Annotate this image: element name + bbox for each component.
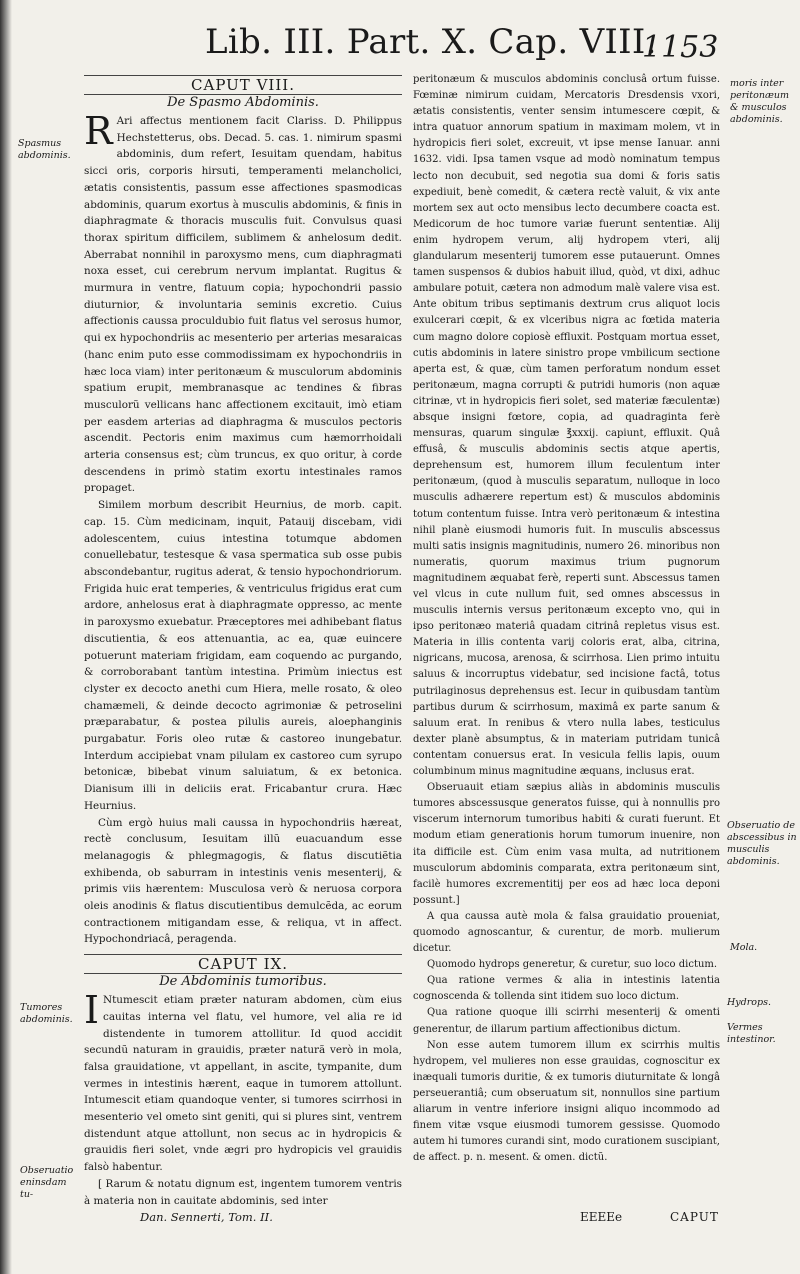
right-paragraph-2: Obseruauit etiam sæpius aliàs in abdominis musculis tumores abscessusque generatos fuisse, qui à nonnullis pro viscerum internorum tumoribus habiti & curati fuerunt. Et modum etiam generationis horum tumorum inuenire, non ita difficile est. Cùm enim vasa multa, ad nutritionem musculorum abdominis comparata, extra peritonæum sint, facilè humores excrementitij per eos ad hæc loca deponi possunt.] <box>413 782 720 906</box>
right-paragraph-5: Qua ratione vermes & alia in intestinis latentia cognoscenda & tollenda sint itidem suo loco dictum. <box>413 975 720 1003</box>
margin-note-obseruatio-abscessibus: Obseruatio de abscessibus in musculis abdominis. <box>727 820 797 867</box>
chapter8-paragraph-1: R Ari affectus mentionem facit Clariss. D. Philippus Hechstetterus, obs. Decad. 5. cas. 1. nimirum spasmi abdominis, dum refert, Iesuitam quendam, habitus sicci oris, corporis hirsuti, temperamenti melancholici, ætatis consistentis, passum esse affectiones spasmodicas abdominis, quarum exortus à musculis abdominis, & finis in diaphragmate & thoracis musculis fuit. Convulsus quasi thorax spiritum difficilem, sublimem & anhelosum dedit. Aberrabat nonnihil in paroxysmo mens, cum diaphragmati noxa esset, cui cerebrum nervum implantat. Rugitus & murmura in ventre, flatuum copia; hypochondrii passio diuturnior, & involuntaria seminis excretio. Cuius affectionis caussa proculdubio fuit flatus vel serosus humor, qui ex hypochondriis ac mesenterio per arterias mesaraicas (hanc enim puto esse commodissimam ex hypochondriis in hæc loca viam) inter peritonæum & musculorum abdominis spatium erupit, membranasque ac tendines & fibras musculorũ vellicans hanc affectionem excitauit, imò etiam per easdem arterias ad diaphragma & musculos pectoris ascendit. Pectoris enim maximus cum hæmorrhoidali arteria consensus est; cùm truncus, ex quo oritur, à corde descendens in primò statim exortu intestinales ramos propaget. <box>84 109 402 495</box>
right-paragraph-4: Quomodo hydrops generetur, & curetur, suo loco dictum. <box>427 959 718 971</box>
dropcap-r: R <box>84 109 113 153</box>
signature-mark: EEEEe <box>580 1210 623 1224</box>
margin-note-vermes: Vermes intestinor. <box>727 1022 776 1045</box>
left-column <box>84 75 402 1225</box>
chapter9-paragraph-1: I Ntumescit etiam præter naturam abdomen, cùm eius cauitas interna vel flatu, vel humore, vel alia re id distendente in tumorem attollitur. Id quod accidit secundũ naturam in grauidis, præter naturã verò in mola, falsa grauidatione, vt appellant, in ascite, tympanite, dum vermes in intestinis hærent, eaque in tumorem attollunt. Intumescit etiam quandoque venter, si tumores scirrhosi in mesenterio vel ometo sint geniti, qui si plures sint, ventrem distendunt atque attollunt, non secus ac in hydropicis & grauidis fieri solet, vnde ægri pro hydropicis vel grauidis falsò habentur. <box>84 988 402 1174</box>
chapter9-heading: CAPUT IX. <box>198 955 288 974</box>
margin-note-obseruatio-left: Obseruatio eninsdam tu- <box>20 1165 74 1200</box>
page-number: 1153 <box>642 30 719 65</box>
right-paragraph-3: A qua caussa autè mola & falsa grauidatio proueniat, quomodo agnoscantur, & curentur, de morb. mulierum dicetur. <box>413 910 720 955</box>
margin-note-moris-inter: moris inter peritonæum & musculos abdominis. <box>730 78 789 125</box>
chapter9-paragraph-2: [ Rarum & notatu dignum est, ingentem tumorem ventris à materia non in cauitate abdominis, sed inter <box>84 1177 402 1207</box>
margin-note-tumores: Tumores abdominis. <box>20 1002 73 1025</box>
chapter9-title: De Abdominis tumoribus. <box>159 974 327 990</box>
signature-line: Dan. Sennerti, Tom. II. <box>140 1210 273 1224</box>
chapter8-heading: CAPUT VIII. <box>191 76 295 94</box>
scan-shadow <box>0 0 12 1274</box>
right-paragraph-7: Non esse autem tumorem illum ex scirrhis multis hydropem, vel mulieres non esse grauidas, cognoscitur ex inæquali tumoris duritie, & ex tumoris diuturnitate & longâ perseuerantiâ; cum obseruatum sit, nonnullos sine partium aliarum in ventre inferiore insigni aliquo incommodo ad finem vitæ vsque eiusmodi tumorem gessisse. Quomodo autem hi tumores curandi sint, modo curationem suscipiant, de affect. p. n. mesent. & omen. dictũ. <box>413 1039 720 1164</box>
chapter8-title: De Spasmo Abdominis. <box>167 95 319 110</box>
right-paragraph-1: peritonæum & musculos abdominis conclusâ ortum fuisse. Fœminæ nimirum cuidam, Mercatoris Dresdensis vxori, ætatis consistentis, venter sensim intumescere cœpit, & intra quatuor annorum spatium in maximam molem, vt in hydropicis fieri solet, excreuit, vt ipse mense Ianuar. anni 1632. vidi. Ipsa tamen vsque ad modò nominatum tempus lecto non decubuit, sed negotia sua domi & foris satis expediuit, benè comedit, & cætera rectè valuit, & vix ante mortem sex aut octo mensibus lecto decumbere coacta est. Medicorum de hoc tumore variæ fuerunt sententiæ. Alij enim hydropem verum, alij hydropem vteri, alij glandularum mesenterij tumorem esse putauerunt. Omnes tamen suspensos & dubios habuit illud, quòd, vt dixi, adhuc ambulare potuit, cætera non admodum malè valere visa est. Ante obitum tribus septimanis dextrum crus aliquot locis exulcerari cœpit, & ex vlceribus nigra ac fœtida materia cum magno dolore copiosè effluxit. Postquam mortua esset, cutis abdominis in latere sinistro prope vmbilicum sectione aperta est, & quæ, cùm tamen perforatum nondum esset peritonæum, magna corrupti & putridi humoris (non aquæ citrinæ, vt in hydropicis fieri solet, sed materiæ fæculentæ) absque insigni fœtore, copia, ad quadraginta ferè mensuras, quarum singulæ ℥xxxij. capiunt, effluxit. Quâ effusâ, & musculis abdominis sectis atque apertis, deprehensum est, humorem illum feculentum inter peritonæum, (quod à musculis separatum, nulloque in loco musculis adhærere repertum est) & musculos abdominis totum contentum fuisse. Intra verò peritonæum & intestina nihil planè eiusmodi humoris fuit. In musculis abscessus multi satis insignis magnitudinis, numero 26. minoribus non numeratis, quorum maximus trium pugnorum magnitudinem æquabat ferè, reperti sunt. Abscessus tamen vel vlcus in cute nullum fuit, sed omnes abscessus in musculis internis versus peritonæum excepto vno, qui in ipso peritonæo materiâ quadam citrinâ repletus visus est. Materia in illis contenta varij coloris erat, alba, citrina, nigricans, mucosa, arenosa, & scirrhosa. Lien primo intuitu saluus & incorruptus videbatur, sed incisione factâ, totus putrilaginosus deprehensus est. Iecur in quibusdam tantùm partibus durum & scirrhosum, maximâ ex parte sanum & saluum erat. In renibus & vtero nulla labes, testiculus dexter planè absumptus, & in materiam putridam tunicâ contentam conuersus erat. In vesicula fellis lapis, ouum columbinum minus magnitudine æquans, inclusus erat. <box>413 74 720 778</box>
dropcap-i: I <box>84 988 100 1033</box>
margin-note-spasmus: Spasmus abdominis. <box>18 138 71 161</box>
catchword: CAPUT <box>670 1210 719 1224</box>
right-column <box>413 72 720 1237</box>
margin-note-hydrops: Hydrops. <box>727 997 771 1008</box>
chapter8-paragraph-3: Cùm ergò huius mali caussa in hypochondriis hæreat, rectè conclusum, Iesuitam illũ euacuandum esse melanagogis & phlegmagogis, & flatus discutiẽtia exhibenda, ob saburram in intestinis venis mesenterij, & primis viis hærentem: Musculosa verò & neruosa corpora oleis anodinis & flatus discutientibus demulcẽda, ac eorum contractionem mitigandam esse, & reliqua, vt in affect. Hypochondriacâ, peragenda. <box>84 816 402 946</box>
running-title: Lib. III. Part. X. Cap. VIII. <box>205 22 657 62</box>
right-paragraph-6: Qua ratione quoque illi scirrhi mesenterij & omenti generentur, de illarum partium affectionibus dictum. <box>413 1007 720 1035</box>
margin-note-mola: Mola. <box>730 942 758 953</box>
chapter8-paragraph-2: Similem morbum describit Heurnius, de morb. capit. cap. 15. Cùm medicinam, inquit, Patauij discebam, vidi adolescentem, cuius intestina totumque abdomen conuellebatur, testesque & vasa spermatica sub osse pubis abscondebantur, rugitus aderat, & tensio hypochondriorum. Frigida huic erat temperies, & ventriculus frigidus erat cum ardore, anhelosus erat à diaphragmate oppresso, ac mente in paroxysmo exuebatur. Præceptores mei adhibebant flatus discutientia, & eos attenuantia, ac ea, quæ euincere potuerunt materiam frigidam, eam coquendo ac purgando, & corroborabant tantùm intestina. Primùm iniectus est clyster ex decocto anethi cum Hiera, melle rosato, & oleo chamæmeli, & deinde decocto agrimoniæ & petroselini præparabatur, & postea pilulis aureis, aloephanginis purgabatur. Foris oleo rutæ & castoreo inungebatur. Interdum accipiebat vnam pilulam ex castoreo cum syrupo betonicæ, bibebat vinum saluiatum, & ex betonica. Dianisum illi in deliciis erat. Fricabantur crura. Hæc Heurnius. <box>84 499 402 812</box>
